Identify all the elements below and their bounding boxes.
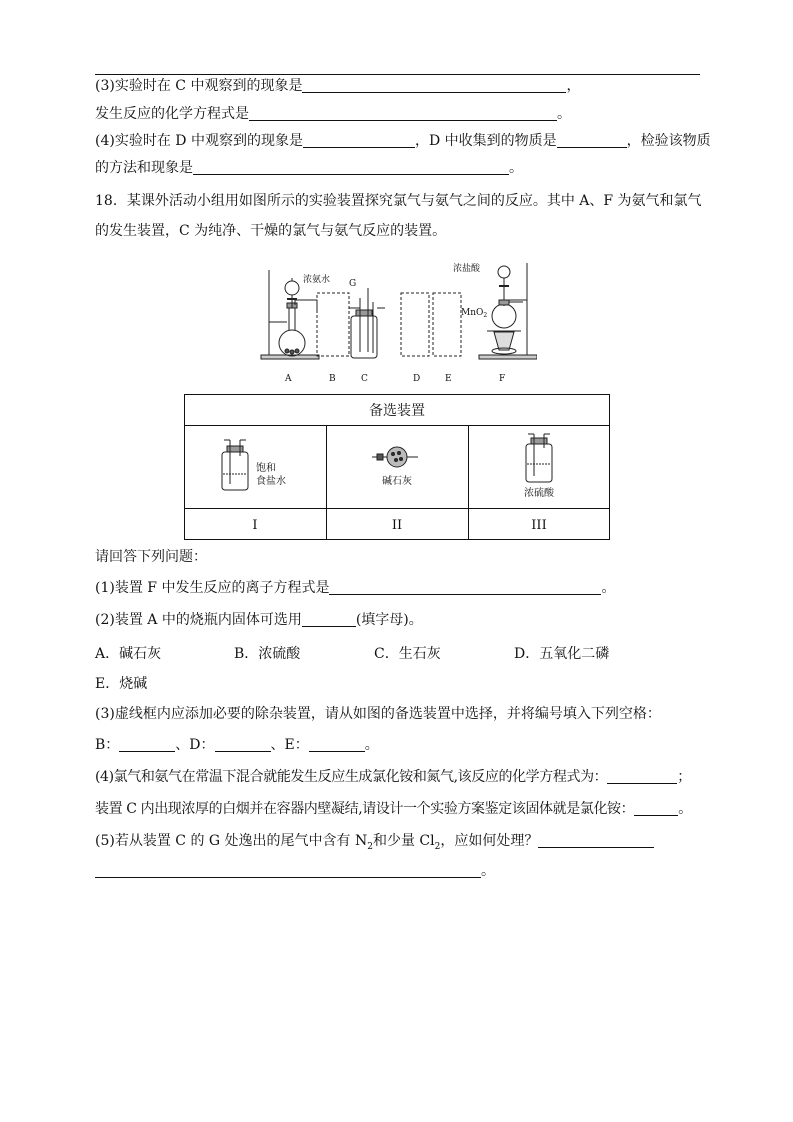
device-iii-wash-bottle — [526, 434, 552, 482]
p5-line1 — [95, 832, 654, 856]
p5-period: 。 — [481, 863, 495, 879]
dashed-box-e — [433, 293, 461, 356]
option-e: E．烧碱 — [95, 676, 148, 692]
letter-b: B — [329, 374, 336, 384]
device-ii-label: 碱石灰 — [382, 476, 412, 487]
device-i-wash-bottle — [222, 440, 248, 490]
q4-blank-method[interactable] — [193, 160, 509, 175]
q4-text-b: ，D 中收集到的物质是 — [414, 133, 557, 149]
funnel-a — [285, 281, 299, 295]
numeral-ii: II — [391, 518, 403, 533]
p4-line1 — [95, 768, 691, 786]
label-hcl: 浓盐酸 — [453, 264, 481, 274]
p3-e-label: 、E： — [270, 737, 309, 753]
label-mno2: MnO$_2$ — [461, 308, 488, 319]
p2-text: (2)装置 A 中的烧瓶内固体可选用 — [95, 612, 302, 628]
option-d: D．五氧化二磷 — [514, 646, 610, 662]
p4-blank-equation[interactable] — [607, 769, 677, 784]
device-i-label2: 食盐水 — [256, 476, 286, 487]
device-ii-drying-tube — [372, 447, 418, 467]
p3-d-label: 、D： — [175, 737, 215, 753]
stand-f-base — [479, 355, 537, 359]
p5-line2 — [95, 862, 495, 880]
p3-period: 。 — [364, 737, 379, 753]
numeral-i: I — [252, 518, 258, 533]
p3-blank-e[interactable] — [309, 737, 365, 752]
device-iii-label: 浓硫酸 — [524, 488, 554, 499]
p2-suffix: (填字母)。 — [355, 612, 423, 628]
p3-blank-d[interactable] — [215, 737, 271, 752]
p5-blank-2[interactable] — [95, 863, 481, 878]
dashed-box-d — [401, 293, 429, 356]
q3-line1 — [95, 77, 580, 95]
q3-comma: ， — [566, 78, 581, 94]
p3-blank-b[interactable] — [119, 737, 175, 752]
q4-text-a: (4)实验时在 D 中观察到的现象是 — [95, 133, 303, 149]
letter-e: E — [445, 374, 452, 384]
p4-text2: 装置 C 内出现浓厚的白烟并在容器内壁凝结,请设计一个实验方案鉴定该固体就是氯化铵： — [95, 801, 635, 817]
p3-blanks-line — [95, 736, 379, 754]
q3-period: 。 — [557, 106, 571, 122]
letter-f: F — [499, 374, 506, 384]
p2-line — [95, 611, 423, 629]
p5-text-b: 和少量 Cl — [372, 833, 435, 849]
label-g: G — [349, 279, 357, 289]
q3-text1: (3)实验时在 C 中观察到的现象是 — [95, 78, 303, 94]
p4-text1: (4)氯气和氨气在常温下混合就能发生反应生成氯化铵和氮气,该反应的化学方程式为： — [95, 769, 608, 785]
p2-blank[interactable] — [302, 612, 356, 627]
p4-line2 — [95, 800, 692, 818]
p1-text: (1)装置 F 中发生反应的离子方程式是 — [95, 580, 330, 596]
p4-semicolon: ； — [677, 769, 691, 785]
p3-b-label: B： — [95, 737, 120, 753]
p1-blank[interactable] — [329, 580, 601, 595]
p4-blank-scheme[interactable] — [634, 801, 678, 816]
letter-d: D — [413, 374, 421, 384]
numeral-iii: III — [531, 518, 547, 533]
q18-intro-line1: 18．某课外活动小组用如图所示的实验装置探究氯气与氨气之间的反应。其中 A、F 为氨气和氯气 — [95, 193, 702, 209]
q4-text-d: 的方法和现象是 — [95, 160, 193, 176]
funnel-f — [498, 266, 510, 278]
p1-line — [95, 579, 615, 597]
dashed-box-b — [317, 293, 349, 356]
p4-period: 。 — [678, 801, 692, 817]
q18-intro-line2: 的发生装置，C 为纯净、干燥的氯气与氨气反应的装置。 — [95, 223, 447, 239]
q4-line2 — [95, 159, 523, 177]
q3-text2: 发生反应的化学方程式是 — [95, 106, 249, 122]
alternative-devices-table — [184, 394, 610, 540]
option-a: A．碱石灰 — [95, 646, 162, 662]
p5-text-a: (5)若从装置 C 的 G 处逸出的尾气中含有 N — [95, 833, 368, 849]
p5-text-c: ，应如何处理？ — [440, 833, 539, 849]
option-b: B．浓硫酸 — [234, 646, 301, 662]
q4-blank-substance[interactable] — [557, 133, 627, 148]
letter-c: C — [361, 374, 368, 384]
table-header: 备选装置 — [369, 403, 425, 419]
letter-a: A — [285, 374, 292, 384]
q4-line1 — [95, 132, 711, 150]
burner-f — [494, 332, 514, 350]
p1-period: 。 — [601, 580, 616, 596]
p3-line: (3)虚线框内应添加必要的除杂装置，请从如图的备选装置中选择，并将编号填入下列空格： — [95, 706, 661, 722]
q3-line2 — [95, 105, 571, 123]
top-rule — [95, 74, 700, 75]
device-i-label1: 饱和 — [256, 463, 276, 474]
label-ammonia: 浓氨水 — [303, 275, 331, 285]
flask-f — [492, 304, 516, 328]
q3-blank-phenomenon[interactable] — [302, 78, 566, 93]
q3-blank-equation[interactable] — [249, 106, 557, 121]
q4-blank-phenomenon[interactable] — [303, 133, 415, 148]
q4-text-c: ，检验该物质 — [626, 133, 711, 149]
p5-sub-cl2: 2 — [434, 841, 441, 852]
p5-blank-1[interactable] — [538, 833, 654, 848]
prompt: 请回答下列问题： — [95, 549, 207, 565]
option-c: C．生石灰 — [374, 646, 441, 662]
p5-sub-n2: 2 — [367, 841, 373, 852]
q4-period: 。 — [509, 160, 523, 176]
apparatus-figure — [257, 258, 537, 388]
